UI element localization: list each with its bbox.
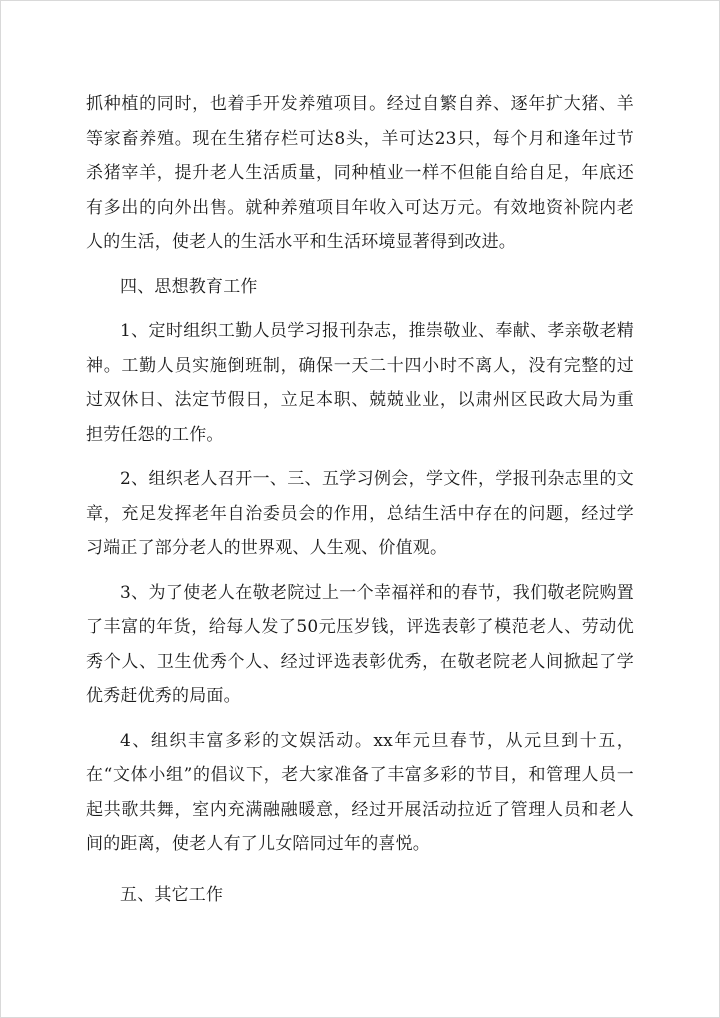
list-item-spring-festival: 3、为了使老人在敬老院过上一个幸福祥和的春节，我们敬老院购置了丰富的年货，给每人发了50元压岁钱，评选表彰了模范老人、劳动优秀个人、卫生优秀个人、经过评选表彰优秀，在敬老院老人间掀起了学优秀赶优秀的局面。 [86, 582, 634, 706]
section-heading-other-work: 五、其它工作 [120, 884, 224, 905]
document-body [86, 87, 634, 912]
section-heading-ideological-education: 四、思想教育工作 [120, 276, 258, 297]
paragraph-livestock-breeding: 抓种植的同时，也着手开发养殖项目。经过自繁自养、逐年扩大猪、羊等家畜养殖。现在生猪存栏可达8头，羊可达23只，每个月和逢年过节杀猪宰羊，提升老人生活质量，同种植业一样不但能自给自足，年底还有多出的向外出售。就种养殖项目年收入可达万元。有效地资补院内老人的生活，使老人的生活水平和生活环境显著得到改进。 [86, 94, 634, 252]
list-item-elderly-study-meetings: 2、组织老人召开一、三、五学习例会，学文件，学报刊杂志里的文章，充足发挥老年自治委员会的作用，总结生活中存在的问题，经过学习端正了部分老人的世界观、人生观、价值观。 [86, 469, 634, 558]
list-item-staff-study: 1、定时组织工勤人员学习报刊杂志，推崇敬业、奉献、孝亲敬老精神。工勤人员实施倒班制，确保一天二十四小时不离人，没有完整的过过双休日、法定节假日，立足本职、兢兢业业，以肃州区民政大局为重担劳任怨的工作。 [86, 321, 634, 445]
list-item-entertainment-activities: 4、组织丰富多彩的文娱活动。xx年元旦春节，从元旦到十五，在“文体小组”的倡议下，老大家准备了丰富多彩的节目，和管理人员一起共歌共舞，室内充满融融暖意，经过开展活动拉近了管理人员和老人间的距离，使老人有了儿女陪同过年的喜悦。 [86, 730, 634, 854]
